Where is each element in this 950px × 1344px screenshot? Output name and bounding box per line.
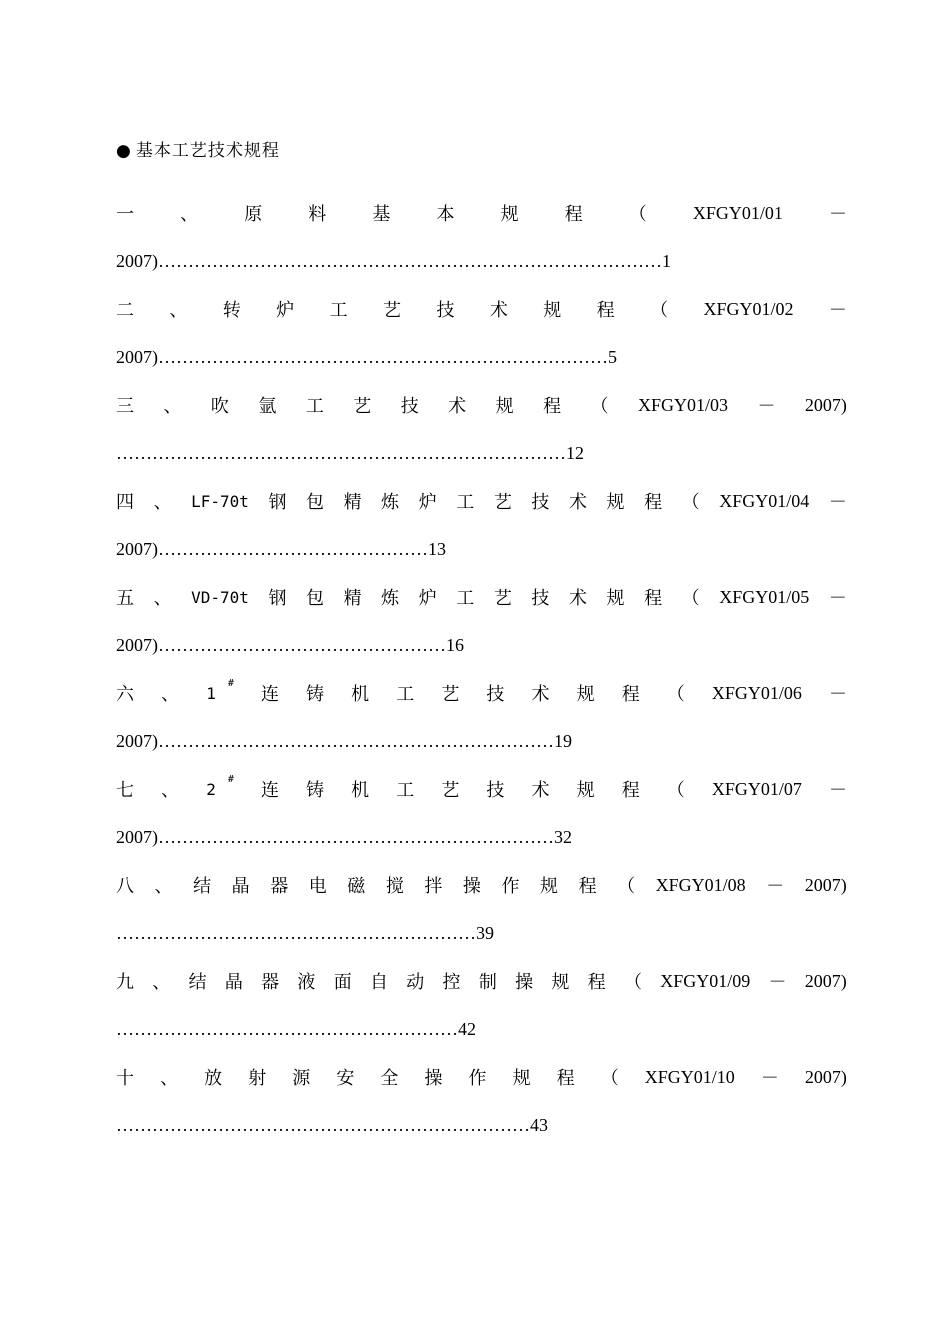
toc-title-token: （ bbox=[600, 1068, 619, 1089]
toc-title-token: 六 bbox=[116, 684, 134, 705]
toc-title-token: 炼 bbox=[381, 492, 400, 513]
toc-title-token: 程 bbox=[578, 876, 597, 897]
dot-leader: ………………………………………… bbox=[158, 635, 446, 655]
toc-title-token: － bbox=[757, 396, 776, 417]
toc-title-token: 规 bbox=[500, 204, 519, 225]
toc-title-token: 术 bbox=[568, 588, 587, 609]
toc-title-token: 2007) bbox=[804, 970, 847, 991]
toc-title-token: 规 bbox=[543, 300, 562, 321]
toc-title-token: 搅 bbox=[385, 876, 404, 897]
toc-title-token: 、 bbox=[180, 204, 199, 225]
toc-title-token: 五 bbox=[116, 588, 134, 609]
toc-title-token bbox=[206, 678, 234, 703]
toc-title-token: 工 bbox=[456, 588, 475, 609]
toc-title-token: 、 bbox=[161, 684, 180, 705]
toc-title-token: 本 bbox=[436, 204, 455, 225]
toc-title-token: 技 bbox=[400, 396, 419, 417]
toc-entry-leader bbox=[116, 1012, 476, 1046]
dot-leader: ………………………………………………………… bbox=[158, 827, 554, 847]
toc-entry[interactable] bbox=[116, 484, 847, 580]
toc-title-token: 操 bbox=[462, 876, 481, 897]
toc-entry-leader bbox=[116, 1108, 548, 1142]
toc-title-token bbox=[206, 774, 234, 799]
toc-title-token: LF-70t bbox=[191, 491, 249, 511]
toc-title-token: （ bbox=[666, 780, 685, 801]
toc-entry[interactable] bbox=[116, 676, 847, 772]
dot-leader: ………………………………………………………… bbox=[158, 731, 554, 751]
toc-title-token: 炉 bbox=[418, 588, 437, 609]
toc-title-token: 器 bbox=[261, 972, 280, 993]
toc-title-token: 程 bbox=[596, 300, 615, 321]
toc-title-token: 艺 bbox=[441, 684, 460, 705]
toc-entry-leader bbox=[116, 724, 572, 758]
toc-title-token: 基 bbox=[372, 204, 391, 225]
toc-title-token: 程 bbox=[556, 1068, 575, 1089]
toc-title-token: 铸 bbox=[306, 684, 325, 705]
toc-title-token: 三 bbox=[116, 396, 134, 417]
toc-title-token: 七 bbox=[116, 780, 134, 801]
toc-title-token: 电 bbox=[308, 876, 327, 897]
toc-year: 2007) bbox=[116, 251, 158, 271]
toc-title-token: 工 bbox=[329, 300, 348, 321]
toc-title-token: 一 bbox=[116, 204, 134, 225]
toc-title-token: 程 bbox=[644, 588, 663, 609]
toc-entry-leader bbox=[116, 244, 671, 278]
toc-title-token: 规 bbox=[606, 588, 625, 609]
toc-title-token: 艺 bbox=[493, 492, 512, 513]
toc-title-token: 程 bbox=[621, 684, 640, 705]
toc-entry[interactable] bbox=[116, 772, 847, 868]
number-sign: # bbox=[227, 678, 234, 690]
toc-entry-leader bbox=[116, 628, 464, 662]
page-number: 13 bbox=[428, 539, 446, 559]
section-heading bbox=[116, 136, 280, 161]
toc-title-token: 、 bbox=[154, 876, 173, 897]
toc-title-token: 程 bbox=[644, 492, 663, 513]
toc-year: 2007) bbox=[116, 827, 158, 847]
toc-title-token: 炉 bbox=[418, 492, 437, 513]
toc-title-token: 、 bbox=[169, 300, 188, 321]
toc-title-token: － bbox=[829, 684, 847, 705]
dot-leader: ………………………………………………………………………… bbox=[158, 251, 662, 271]
toc-entry-leader bbox=[116, 532, 446, 566]
toc-title-token: XFGY01/04 bbox=[719, 490, 810, 511]
toc-title-token: 2007) bbox=[804, 394, 847, 415]
toc-entry[interactable] bbox=[116, 868, 847, 964]
toc-title-token: 作 bbox=[501, 876, 520, 897]
toc-entry-leader bbox=[116, 916, 494, 950]
toc-year: 2007) bbox=[116, 635, 158, 655]
toc-title-token: － bbox=[828, 492, 847, 513]
toc-title-token: 术 bbox=[531, 780, 550, 801]
toc-title-token: 全 bbox=[380, 1068, 399, 1089]
toc-title-token: 机 bbox=[351, 780, 370, 801]
toc-title-token: 晶 bbox=[231, 876, 250, 897]
toc-title-token: 器 bbox=[270, 876, 289, 897]
toc-title-token: 术 bbox=[568, 492, 587, 513]
toc-title-token: 动 bbox=[406, 972, 425, 993]
toc-title-token: 2007) bbox=[804, 1066, 847, 1087]
toc-title-token: XFGY01/05 bbox=[719, 586, 810, 607]
toc-title-token: 规 bbox=[606, 492, 625, 513]
toc-title-token: 术 bbox=[531, 684, 550, 705]
page-number: 43 bbox=[530, 1115, 548, 1135]
toc-title-token: XFGY01/08 bbox=[655, 874, 746, 895]
toc-title-token: 九 bbox=[116, 972, 134, 993]
toc-entry-title bbox=[116, 676, 847, 710]
page-number: 5 bbox=[608, 347, 617, 367]
toc-title-token: 四 bbox=[116, 492, 134, 513]
toc-title-token: 艺 bbox=[441, 780, 460, 801]
toc-title-token: － bbox=[828, 204, 847, 225]
toc-title-token: （ bbox=[681, 588, 700, 609]
toc-title-token: 自 bbox=[369, 972, 388, 993]
toc-title-token: 安 bbox=[336, 1068, 355, 1089]
toc-title-token: XFGY01/07 bbox=[711, 778, 802, 799]
toc-title-token: （ bbox=[650, 300, 669, 321]
toc-entry-leader bbox=[116, 820, 572, 854]
toc-title-token: 精 bbox=[343, 492, 362, 513]
toc-title-token: 氩 bbox=[258, 396, 277, 417]
table-of-contents bbox=[116, 196, 847, 1156]
toc-title-token: － bbox=[760, 1068, 779, 1089]
toc-entry[interactable] bbox=[116, 196, 847, 292]
toc-title-token: － bbox=[768, 972, 787, 993]
toc-title-token: 包 bbox=[306, 492, 325, 513]
toc-title-token: 、 bbox=[153, 492, 172, 513]
toc-title-token: （ bbox=[681, 492, 700, 513]
page-number: 39 bbox=[476, 923, 494, 943]
toc-title-token: 、 bbox=[152, 972, 171, 993]
toc-year: 2007) bbox=[116, 539, 158, 559]
toc-title-token: 艺 bbox=[383, 300, 402, 321]
toc-title-token: VD-70t bbox=[191, 587, 249, 607]
dot-leader: …………………………………………………… bbox=[116, 923, 476, 943]
toc-title-token: 规 bbox=[495, 396, 514, 417]
toc-title-token: － bbox=[829, 780, 847, 801]
toc-entry[interactable] bbox=[116, 292, 847, 388]
toc-year: 2007) bbox=[116, 731, 158, 751]
toc-title-token: 工 bbox=[456, 492, 475, 513]
dot-leader: ………………………………………………………………… bbox=[116, 443, 566, 463]
toc-entry[interactable] bbox=[116, 388, 847, 484]
toc-title-token: 规 bbox=[576, 684, 595, 705]
toc-title-token: XFGY01/06 bbox=[711, 682, 802, 703]
toc-title-token: XFGY01/02 bbox=[703, 298, 794, 319]
toc-title-token: 控 bbox=[442, 972, 461, 993]
toc-title-token: XFGY01/10 bbox=[644, 1066, 735, 1087]
toc-title-token: （ bbox=[590, 396, 609, 417]
toc-title-token: 技 bbox=[486, 684, 505, 705]
toc-entry[interactable] bbox=[116, 580, 847, 676]
toc-title-token: （ bbox=[666, 684, 685, 705]
toc-title-token: 炼 bbox=[381, 588, 400, 609]
toc-entry-title bbox=[116, 1060, 847, 1094]
toc-title-token: 工 bbox=[396, 780, 415, 801]
toc-title-token: XFGY01/03 bbox=[637, 394, 728, 415]
toc-title-token: － bbox=[828, 588, 847, 609]
toc-title-token: 连 bbox=[260, 780, 279, 801]
toc-title-token: － bbox=[766, 876, 785, 897]
toc-title-token: 规 bbox=[540, 876, 559, 897]
toc-title-token: 操 bbox=[424, 1068, 443, 1089]
toc-title-token: 、 bbox=[161, 780, 180, 801]
toc-title-token: 射 bbox=[248, 1068, 267, 1089]
toc-title-token: 技 bbox=[486, 780, 505, 801]
toc-year: 2007) bbox=[116, 347, 158, 367]
toc-entry-title bbox=[116, 580, 847, 614]
toc-title-token: 操 bbox=[515, 972, 534, 993]
toc-entry-title bbox=[116, 196, 847, 230]
toc-title-token: XFGY01/01 bbox=[692, 202, 783, 223]
dot-leader: ……………………………………… bbox=[158, 539, 428, 559]
toc-title-token: 规 bbox=[512, 1068, 531, 1089]
toc-entry-title bbox=[116, 292, 847, 326]
toc-entry-title bbox=[116, 388, 847, 422]
toc-title-token: － bbox=[828, 300, 847, 321]
toc-title-token: 术 bbox=[489, 300, 508, 321]
toc-title-token: 拌 bbox=[424, 876, 443, 897]
toc-entry-title bbox=[116, 484, 847, 518]
toc-entry[interactable] bbox=[116, 1060, 847, 1156]
toc-title-token: 十 bbox=[116, 1068, 134, 1089]
toc-title-token: 技 bbox=[436, 300, 455, 321]
toc-title-token: （ bbox=[628, 204, 647, 225]
toc-title-token: 程 bbox=[587, 972, 606, 993]
toc-title-token: 、 bbox=[153, 588, 172, 609]
toc-entry-leader bbox=[116, 436, 584, 470]
toc-title-token: 程 bbox=[543, 396, 562, 417]
toc-title-token: 晶 bbox=[224, 972, 243, 993]
page-number: 1 bbox=[662, 251, 671, 271]
toc-title-token: 程 bbox=[564, 204, 583, 225]
toc-title-token: 结 bbox=[188, 972, 207, 993]
toc-title-token: 二 bbox=[116, 300, 134, 321]
toc-title-token: 技 bbox=[531, 588, 550, 609]
dot-leader: ………………………………………………………………… bbox=[158, 347, 608, 367]
bullet-icon: ● bbox=[116, 141, 132, 161]
toc-title-token: 、 bbox=[163, 396, 182, 417]
toc-entry-leader bbox=[116, 340, 617, 374]
toc-title-token: 面 bbox=[333, 972, 352, 993]
toc-title-token: 液 bbox=[297, 972, 316, 993]
machine-number: 1 bbox=[206, 683, 216, 703]
toc-entry-title bbox=[116, 964, 847, 998]
toc-title-token: 炉 bbox=[276, 300, 295, 321]
toc-title-token: 艺 bbox=[353, 396, 372, 417]
toc-title-token: 工 bbox=[396, 684, 415, 705]
toc-title-token: 制 bbox=[478, 972, 497, 993]
toc-title-token: 料 bbox=[308, 204, 327, 225]
toc-title-token: 规 bbox=[551, 972, 570, 993]
page-number: 42 bbox=[458, 1019, 476, 1039]
toc-title-token: 源 bbox=[292, 1068, 311, 1089]
toc-title-token: 术 bbox=[448, 396, 467, 417]
toc-title-token: 艺 bbox=[493, 588, 512, 609]
toc-title-token: 机 bbox=[351, 684, 370, 705]
toc-title-token: 钢 bbox=[268, 492, 287, 513]
page-number: 12 bbox=[566, 443, 584, 463]
machine-number: 2 bbox=[206, 779, 216, 799]
page-number: 16 bbox=[446, 635, 464, 655]
toc-entry-title bbox=[116, 772, 847, 806]
toc-title-token: 铸 bbox=[306, 780, 325, 801]
toc-title-token: 精 bbox=[343, 588, 362, 609]
toc-title-token: 原 bbox=[244, 204, 263, 225]
toc-title-token: 程 bbox=[621, 780, 640, 801]
toc-title-token: 磁 bbox=[347, 876, 366, 897]
toc-title-token: （ bbox=[623, 972, 642, 993]
toc-title-token: XFGY01/09 bbox=[660, 970, 751, 991]
toc-title-token: 结 bbox=[193, 876, 212, 897]
page-number: 19 bbox=[554, 731, 572, 751]
toc-title-token: 八 bbox=[116, 876, 134, 897]
number-sign: # bbox=[227, 774, 234, 786]
toc-title-token: 连 bbox=[260, 684, 279, 705]
toc-title-token: 2007) bbox=[804, 874, 847, 895]
toc-entry[interactable] bbox=[116, 964, 847, 1060]
toc-title-token: 转 bbox=[222, 300, 241, 321]
toc-title-token: 、 bbox=[160, 1068, 179, 1089]
heading-text: 基本工艺技术规程 bbox=[135, 141, 280, 161]
toc-title-token: 作 bbox=[468, 1068, 487, 1089]
toc-title-token: （ bbox=[617, 876, 636, 897]
page-number: 32 bbox=[554, 827, 572, 847]
toc-title-token: 技 bbox=[531, 492, 550, 513]
toc-title-token: 工 bbox=[305, 396, 324, 417]
dot-leader: …………………………………………………………… bbox=[116, 1115, 530, 1135]
toc-title-token: 规 bbox=[576, 780, 595, 801]
toc-title-token: 放 bbox=[204, 1068, 223, 1089]
toc-title-token: 钢 bbox=[268, 588, 287, 609]
toc-title-token: 吹 bbox=[210, 396, 229, 417]
dot-leader: ………………………………………………… bbox=[116, 1019, 458, 1039]
toc-entry-title bbox=[116, 868, 847, 902]
toc-title-token: 包 bbox=[306, 588, 325, 609]
